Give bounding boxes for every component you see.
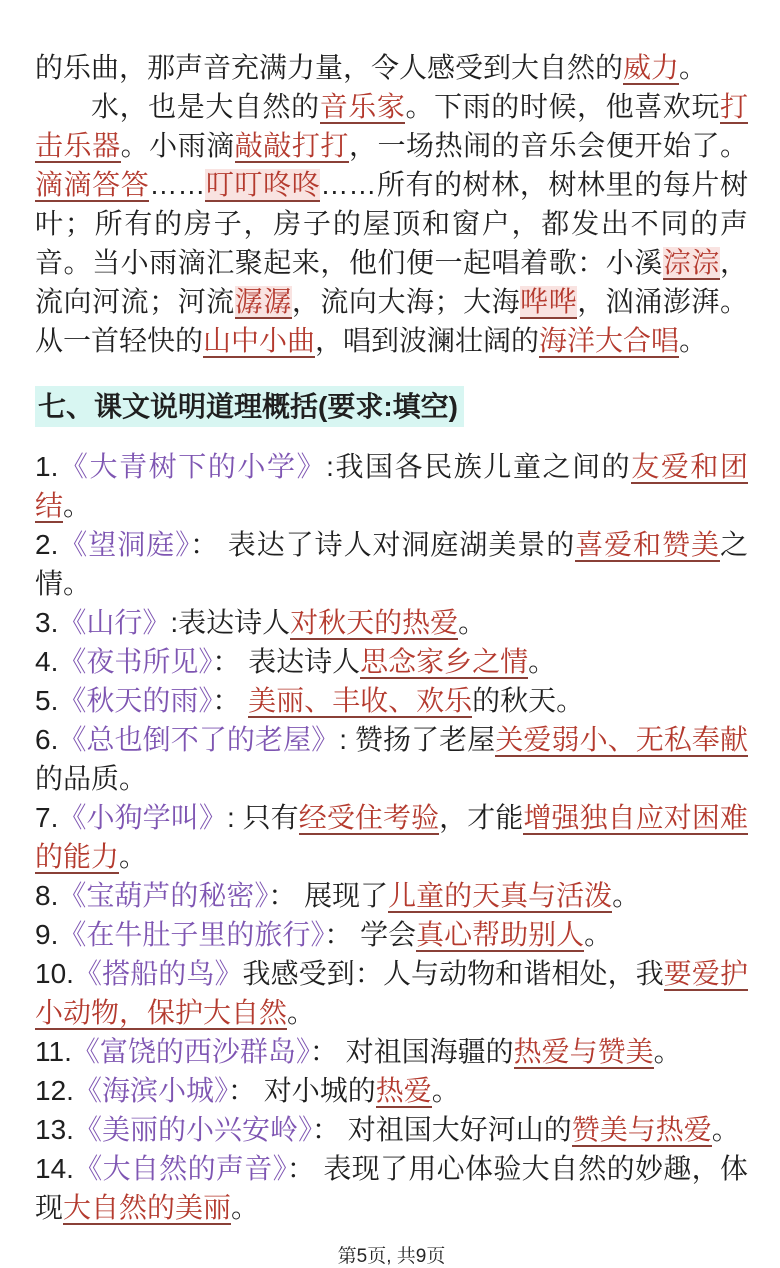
text-run-n: :表达诗人 [170,607,291,638]
text-run-ru: 对秋天的热爱 [290,607,459,638]
text-run-n: 。 [528,646,557,677]
text-run-n: 水，也是大自然的 [91,91,320,122]
text-run-ru: 大自然的美丽 [63,1192,232,1223]
text-run-n: 。 [679,325,708,356]
text-run-n: ： 对祖国大好河山的 [311,1114,572,1145]
text-run-n: 。 [679,52,708,83]
text-run-p: 《望洞庭》 [58,529,191,560]
list-item [35,798,748,876]
list-item [35,1071,748,1110]
text-run-p: 《在牛肚子里的旅行》 [58,919,325,950]
text-run-n: ： [212,685,249,716]
text-run-n: 14. [35,1153,74,1184]
text-run-rp: 哗哗 [520,286,578,317]
paragraph [35,87,748,360]
text-run-ru: 要爱护小动物，保护大自然 [35,958,748,1028]
text-run-ru: 海洋大合唱 [539,325,680,356]
text-run-n: 。 [231,1192,260,1223]
text-run-n: ： 对小城的 [227,1075,376,1106]
text-run-ru: 真心帮助别人 [416,919,585,950]
text-run-n: 11. [35,1036,72,1067]
list-item [35,525,748,603]
text-run-ru: 音乐家 [319,91,406,122]
text-run-n: ……所有的树林，树林里的每片树叶；所有的房子，房子的屋顶和窗户，都发出不同的声音。当小雨滴汇聚起来，他们便一起唱着歌：小溪 [35,169,748,278]
text-run-n: 。 [612,880,641,911]
text-run-n: 。 [431,1075,460,1106]
text-run-n: 。 [119,841,148,872]
text-run-p: 《夜书所见》 [58,646,213,677]
text-run-n: ，唱到波澜壮阔的 [315,325,540,356]
text-run-p: 《海滨小城》 [73,1075,228,1106]
text-run-n: 4. [35,646,59,677]
text-run-rp: 潺潺 [234,286,292,317]
text-run-n: 我感受到：人与动物和谐相处，我 [242,958,664,989]
text-run-n: 3. [35,607,59,638]
text-run-n: ： 表达诗人 [212,646,361,677]
text-run-ru: 热爱与赞美 [513,1036,654,1067]
text-run-ru: 打击乐器 [35,91,748,161]
text-run-n: ，才能 [439,802,524,833]
text-run-n: 之情。 [35,529,748,599]
list-item [35,1032,748,1071]
text-run-n: 的乐曲，那声音充满力量，令人感受到大自然的 [35,52,624,83]
list-item [35,1110,748,1149]
text-run-p: 《大自然的声音》 [73,1153,287,1184]
text-run-n: 。小雨滴 [120,130,235,161]
text-run-n: ： 对祖国海疆的 [309,1036,514,1067]
text-run-p: 《山行》 [58,607,171,638]
text-run-p: 《总也倒不了的老屋》 [58,724,340,755]
text-run-ru: 儿童的天真与活泼 [388,880,613,911]
text-run-p: 《搭船的鸟》 [73,958,243,989]
text-run-n: 7. [35,802,59,833]
text-run-n: 1. [35,451,59,482]
document-content [35,48,748,1227]
text-run-n: 。 [584,919,613,950]
text-run-n: 。下雨的时候，他喜欢玩 [405,91,720,122]
text-run-ru: 美丽、丰收、欢乐 [248,685,473,716]
text-run-n: : 只有 [226,802,299,833]
text-run-n: 8. [35,880,59,911]
text-run-n: ： 学会 [324,919,417,950]
text-run-p: 《大青树下的小学》 [58,451,327,482]
text-run-n: ： 表达了诗人对洞庭湖美景的 [190,529,576,560]
text-run-n: 的秋天。 [472,685,585,716]
text-run-n: ： 展现了 [268,880,389,911]
section-heading [35,387,748,426]
text-run-n: 。 [63,490,92,521]
text-run-n: 9. [35,919,59,950]
list-item [35,603,748,642]
text-run-rp: 叮叮咚咚 [205,169,321,200]
list-item [35,915,748,954]
text-run-n: ，一场热闹的音乐会便开始了。 [348,130,748,161]
text-run-ru: 赞美与热爱 [571,1114,712,1145]
text-run-n: ，汹涌澎湃。从一首轻快的 [35,286,748,356]
text-run-n: ，流向河流；河流 [35,247,748,317]
text-run-n: 10. [35,958,74,989]
list-item [35,681,748,720]
text-run-n: 。 [287,997,316,1028]
text-run-n: : 赞扬了老屋 [339,724,496,755]
text-run-ru: 思念家乡之情 [360,646,529,677]
text-run-ru: 增强独自应对困难的能力 [35,802,748,872]
text-run-ru: 滴滴答答 [35,169,150,200]
text-run-n: 13. [35,1114,74,1145]
list-item [35,447,748,525]
text-run-n: :我国各民族儿童之间的 [326,451,632,482]
text-run-ru: 山中小曲 [203,325,316,356]
text-run-n: 6. [35,724,59,755]
text-run-ru: 热爱 [375,1075,432,1106]
text-run-n: ： 表现了用心体验大自然的妙趣，体现 [35,1153,748,1223]
text-run-n: 的品质。 [35,763,148,794]
text-run-ru: 喜爱和赞美 [575,529,720,560]
text-run-p: 《小狗学叫》 [58,802,227,833]
text-run-p: 《秋天的雨》 [58,685,213,716]
text-run-ru: 敲敲打打 [234,130,349,161]
list-item [35,642,748,681]
text-run-rp: 淙淙 [662,247,720,278]
page-footer: 第5页, 共9页 [337,1246,446,1267]
text-run-ru: 关爱弱小、无私奉献 [495,724,748,755]
text-run-p: 《美丽的小兴安岭》 [73,1114,312,1145]
list-item [35,876,748,915]
text-run-n: 。 [458,607,487,638]
text-run-ru: 经受住考验 [298,802,440,833]
text-run-n: 2. [35,529,59,560]
paragraph [35,48,748,87]
text-run-p: 《富饶的西沙群岛》 [71,1036,310,1067]
text-run-n: 七、课文说明道理概括(要求:填空) [38,391,458,422]
text-run-n: …… [149,169,206,200]
text-run-ru: 友爱和团结 [35,451,748,521]
text-run-n: 12. [35,1075,74,1106]
list-item [35,954,748,1032]
text-run-n: 5. [35,685,59,716]
text-run-ru: 威力 [623,52,680,83]
text-run-p: 《宝葫芦的秘密》 [58,880,269,911]
text-run-n: 。 [711,1114,740,1145]
section-heading-highlight [35,386,464,427]
list-item [35,1149,748,1227]
text-run-n: 。 [653,1036,682,1067]
list-item [35,720,748,798]
text-run-n: ，流向大海；大海 [291,286,521,317]
